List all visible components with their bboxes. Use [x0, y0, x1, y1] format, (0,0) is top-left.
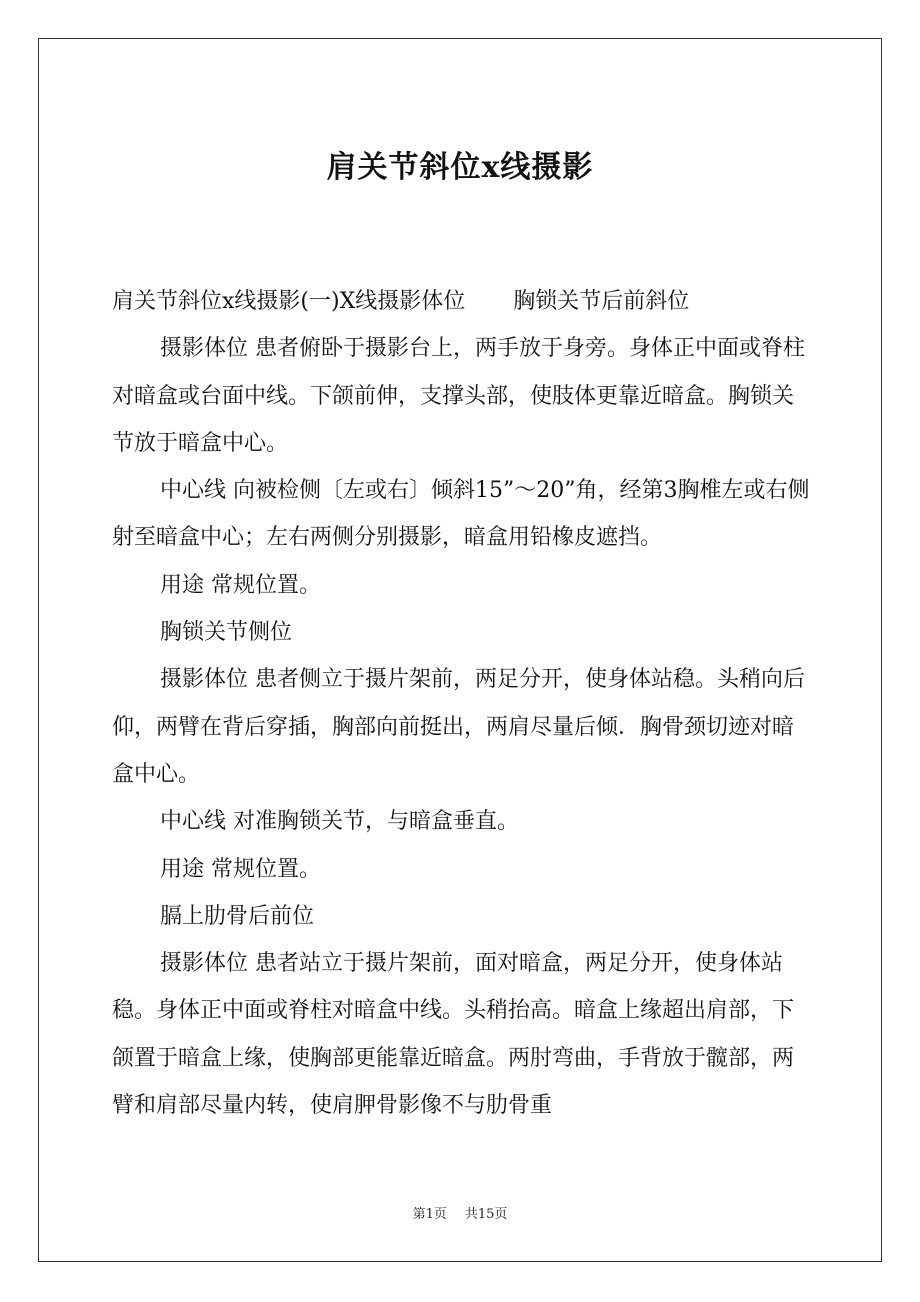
paragraph: 中心线 向被检侧〔左或右〕倾斜15”～20”角，经第3胸椎左或右侧射至暗盒中心；左右两侧分别摄影，暗盒用铅橡皮遮挡。 — [112, 478, 810, 551]
intro-line-right: 胸锁关节后前斜位 — [513, 289, 690, 314]
section-heading: 胸锁关节侧位 — [160, 620, 293, 646]
section-heading: 膈上肋骨后前位 — [160, 903, 315, 929]
document-title: 肩关节斜位x线摄影 — [326, 150, 594, 185]
document-body — [112, 278, 812, 1129]
paragraph: 摄影体位 患者站立于摄片架前，面对暗盒，两足分开，使身体站稳。身体正中面或脊柱对暗盒中线。头稍抬高。暗盒上缘超出肩部，下颌置于暗盒上缘，使胸部更能靠近暗盒。两肘弯曲，手背放于髋部，两臂和肩部尽量内转，使肩胛骨影像不与肋骨重 — [112, 951, 795, 1119]
paragraph: 中心线 对准胸锁关节，与暗盒垂直。 — [160, 809, 519, 835]
page-footer — [0, 1206, 920, 1224]
intro-line-left: 肩关节斜位x线摄影(一)X线摄影体位 — [112, 289, 466, 314]
intro-line — [112, 278, 812, 325]
page-number: 第1页 — [412, 1207, 447, 1222]
paragraph: 摄影体位 患者俯卧于摄影台上，两手放于身旁。身体正中面或脊柱对暗盒或台面中线。下颌前伸，支撑头部，使肢体更靠近暗盒。胸锁关节放于暗盒中心。 — [112, 336, 805, 456]
paragraph: 用途 常规位置。 — [160, 572, 321, 598]
paragraph: 用途 常规位置。 — [160, 856, 321, 882]
paragraph: 摄影体位 患者侧立于摄片架前，两足分开，使身体站稳。头稍向后仰，两臂在背后穿插，胸部向前挺出，两肩尽量后倾．胸骨颈切迹对暗盒中心。 — [112, 667, 805, 787]
page-total: 共15页 — [464, 1207, 508, 1222]
